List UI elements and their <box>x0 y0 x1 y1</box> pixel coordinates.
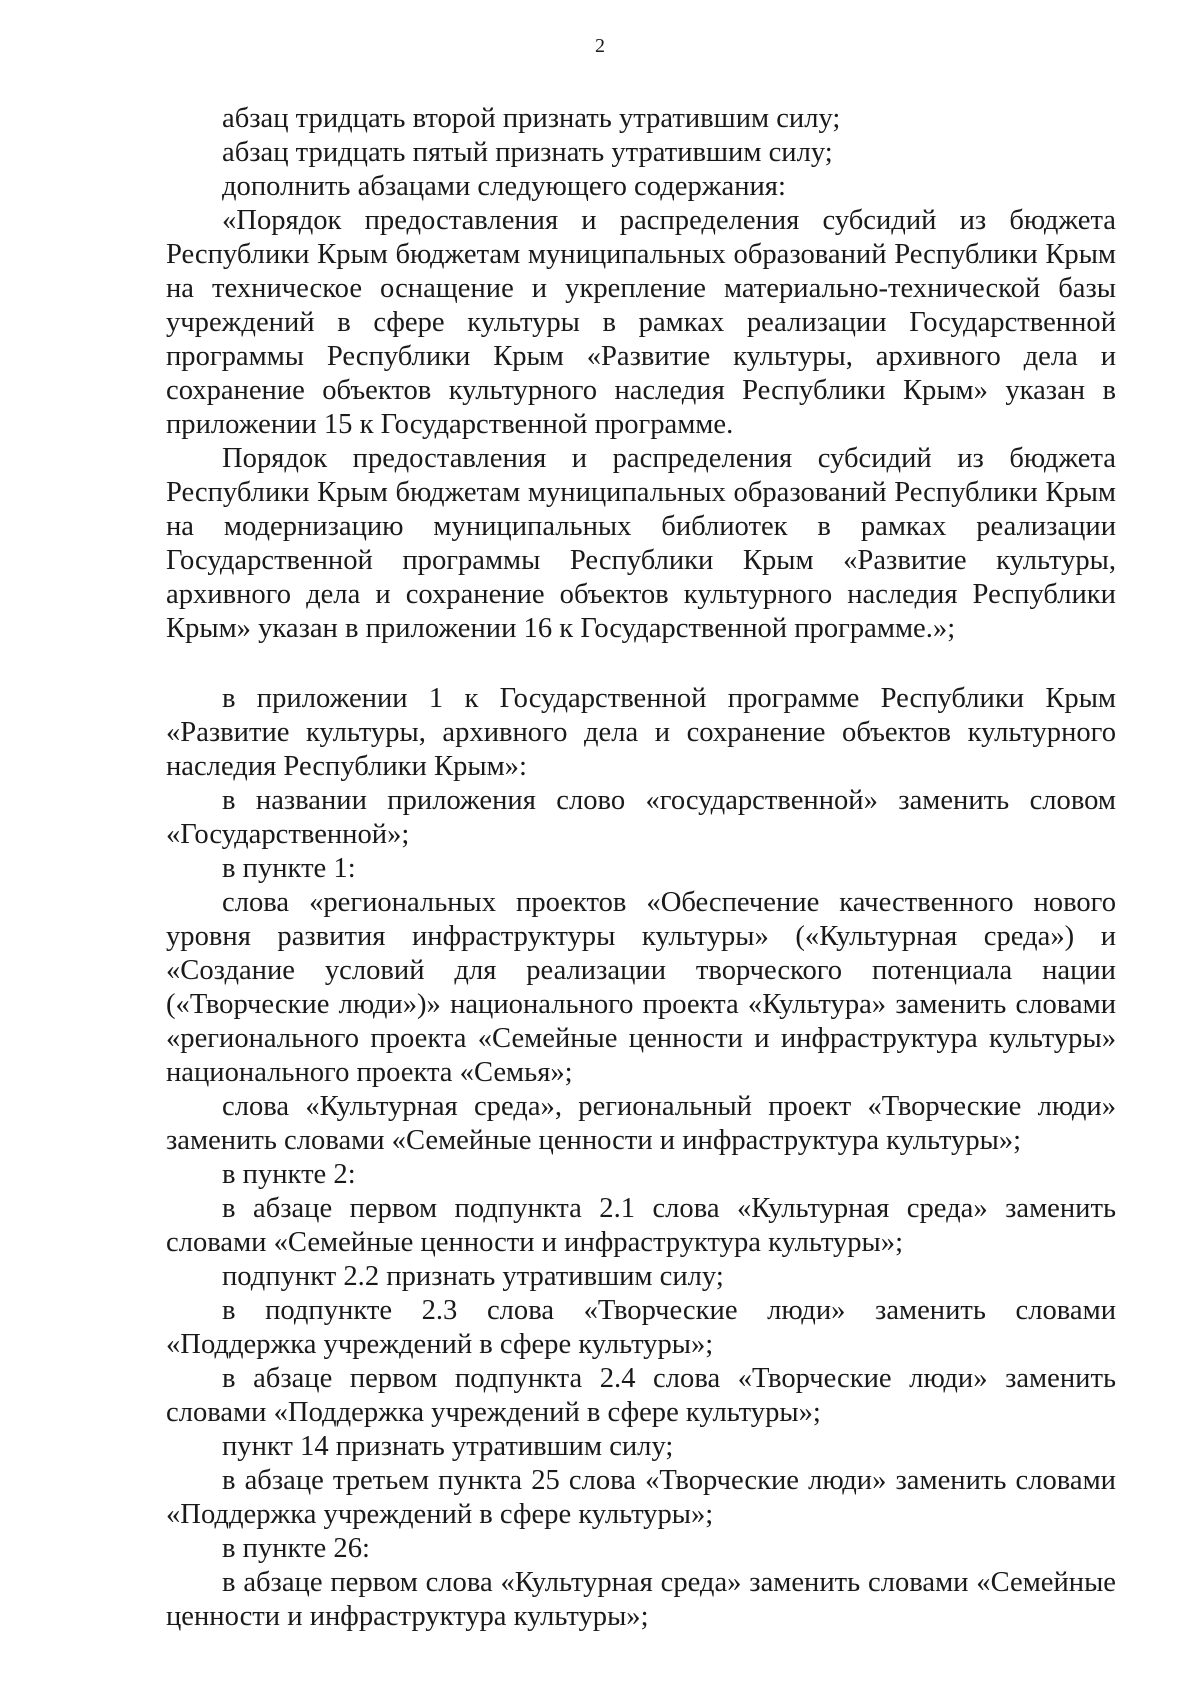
paragraph: абзац тридцать второй признать утратившим силу; <box>222 103 841 134</box>
paragraph: в приложении 1 к Государственной программе Республики Крым «Развитие культуры, архивного дела и сохранение объектов культурного наследия Республики Крым»: <box>166 683 1116 782</box>
paragraph: подпункт 2.2 признать утратившим силу; <box>222 1261 724 1292</box>
paragraph: абзац тридцать пятый признать утратившим силу; <box>222 137 833 168</box>
document-body <box>166 102 1116 1634</box>
page-number: 2 <box>595 35 605 57</box>
paragraph: в названии приложения слово «государственной» заменить словом «Государственной»; <box>166 785 1116 850</box>
paragraph: в пункте 26: <box>222 1533 370 1564</box>
paragraph: Порядок предоставления и распределения субсидий из бюджета Республики Крым бюджетам муниципальных образований Республики Крым на модернизацию муниципальных библиотек в рамках реализации Государственной программы Республики Крым «Развитие культуры, архивного дела и сохранение объектов культурного наследия Республики Крым» указан в приложении 16 к Государственной программе.»; <box>166 443 1116 644</box>
paragraph: в пункте 1: <box>222 853 356 884</box>
paragraph: слова «региональных проектов «Обеспечение качественного нового уровня развития инфраструктуры культуры» («Культурная среда») и «Создание условий для реализации творческого потенциала нации («Творческие люди»)» национального проекта «Культура» заменить словами «регионального проекта «Семейные ценности и инфраструктура культуры» национального проекта «Семья»; <box>166 887 1116 1088</box>
paragraph: в пункте 2: <box>222 1159 356 1190</box>
paragraph: «Порядок предоставления и распределения субсидий из бюджета Республики Крым бюджетам муниципальных образований Республики Крым на техническое оснащение и укрепление материально-технической базы учреждений в сфере культуры в рамках реализации Государственной программы Республики Крым «Развитие культуры, архивного дела и сохранение объектов культурного наследия Республики Крым» указан в приложении 15 к Государственной программе. <box>166 205 1116 440</box>
paragraph: в абзаце первом подпункта 2.1 слова «Культурная среда» заменить словами «Семейные ценности и инфраструктура культуры»; <box>166 1193 1116 1258</box>
paragraph: дополнить абзацами следующего содержания: <box>222 171 786 202</box>
paragraph: слова «Культурная среда», региональный проект «Творческие люди» заменить словами «Семейные ценности и инфраструктура культуры»; <box>166 1091 1116 1156</box>
paragraph-spacer <box>166 646 1116 682</box>
paragraph: пункт 14 признать утратившим силу; <box>222 1431 674 1462</box>
paragraph: в абзаце третьем пункта 25 слова «Творческие люди» заменить словами «Поддержка учреждений в сфере культуры»; <box>166 1465 1116 1530</box>
paragraph: в абзаце первом слова «Культурная среда» заменить словами «Семейные ценности и инфраструктура культуры»; <box>166 1567 1116 1632</box>
paragraph: в абзаце первом подпункта 2.4 слова «Творческие люди» заменить словами «Поддержка учреждений в сфере культуры»; <box>166 1363 1116 1428</box>
paragraph: в подпункте 2.3 слова «Творческие люди» заменить словами «Поддержка учреждений в сфере культуры»; <box>166 1295 1116 1360</box>
